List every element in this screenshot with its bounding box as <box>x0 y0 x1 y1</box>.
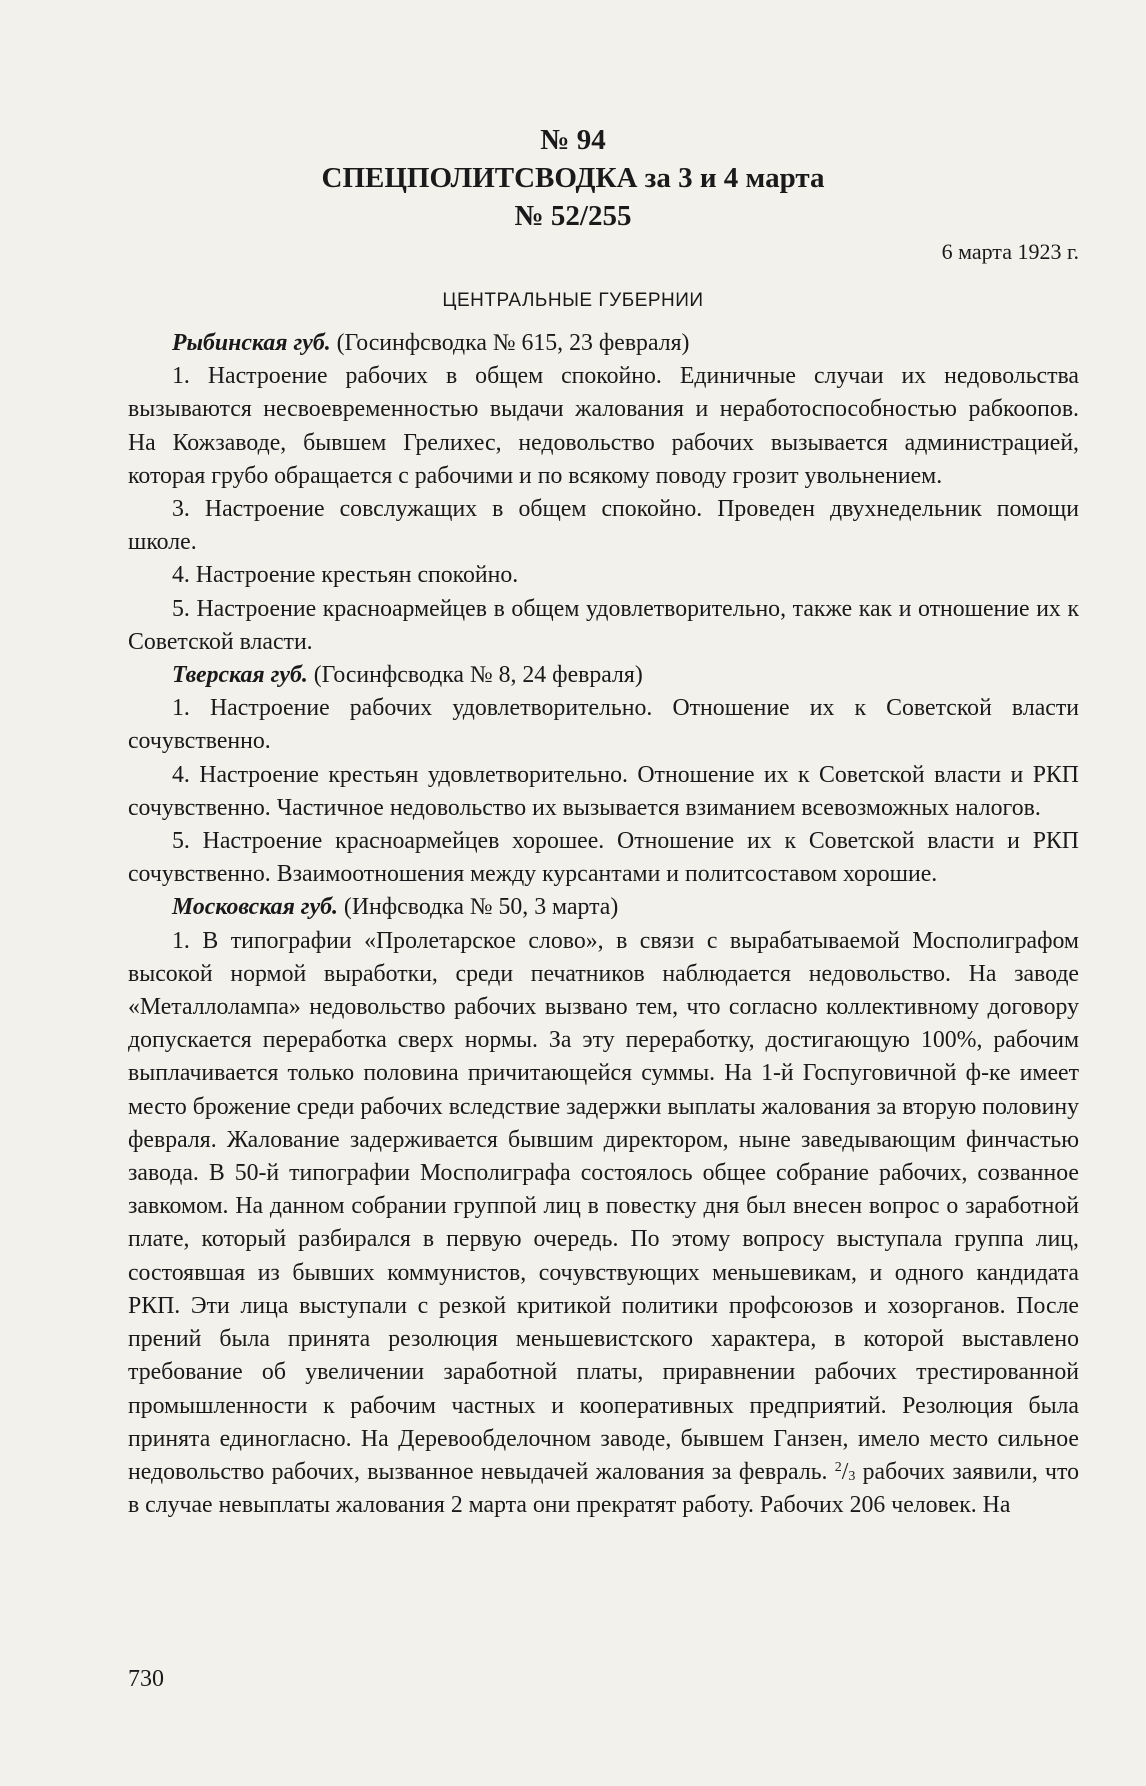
paragraph-text: 1. В типографии «Пролетарское слово», в связи с вырабатываемой Мосполиграфом высокой нормой выработки, среди печатников наблюдается недовольство. На заводе «Металлолампа» недовольство рабочих вызвано тем, что согласно коллективному договору допускается переработка сверх нормы. За эту переработку, достигающую 100%, рабочим выплачивается только половина причитающейся суммы. На 1-й Госпуговичной ф-ке имеет место брожение среди рабочих вследствие задержки выплаты жалования за вторую половину февраля. Жалование задерживается бывшим директором, ныне заведывающим финчастью завода. В 50-й типографии Мосполиграфа состоялось общее собрание рабочих, созванное завкомом. На данном собрании группой лиц в повестку дня был внесен вопрос о заработной плате, который разбирался в первую очередь. По этому вопросу выступала группа лиц, состоявшая из бывших коммунистов, сочувствующих меньшевикам, и одного кандидата РКП. Эти лица выступали с резкой критикой политики профсоюзов и хозорганов. После прений была принята резолюция меньшевистского характера, в которой выставлено требование об увеличении заработной платы, приравнении рабочих трестированной промышленности к рабочим частных и кооперативных предприятий. Резолюция была принята единогласно. На Деревообделочном заводе, бывшем Ганзен, имело место сильное недовольство рабочих, вызванное невыдачей жалования за февраль. <box>128 927 1079 1485</box>
page-number: 730 <box>128 1666 164 1692</box>
paragraph: 1. В типографии «Пролетарское слово», в связи с вырабатываемой Мосполиграфом высокой нормой выработки, среди печатников наблюдается недовольство. На заводе «Металлолампа» недовольство рабочих вызвано тем, что согласно коллективному договору допускается переработка сверх нормы. За эту переработку, достигающую 100%, рабочим выплачивается только половина причитающейся суммы. На 1-й Госпуговичной ф-ке имеет место брожение среди рабочих вследствие задержки выплаты жалования за вторую половину февраля. Жалование задерживается бывшим директором, ныне заведывающим финчастью завода. В 50-й типографии Мосполиграфа состоялось общее собрание рабочих, созванное завкомом. На данном собрании группой лиц в повестку дня был внесен вопрос о заработной плате, который разбирался в первую очередь. По этому вопросу выступала группа лиц, состоявшая из бывших коммунистов, сочувствующих меньшевикам, и одного кандидата РКП. Эти лица выступали с резкой критикой политики профсоюзов и хозорганов. После прений была принята резолюция меньшевистского характера, в которой выставлено требование об увеличении заработной платы, приравнении рабочих трестированной промышленности к рабочим частных и кооперативных предприятий. Резолюция была принята единогласно. На Деревообделочном заводе, бывшем Ганзен, имело место сильное недовольство рабочих, вызванное невыдачей жалования за февраль. $^2/_3$ рабочих заявили, что в случае невыплаты жалования 2 марта они прекратят работу. Рабочих 206 человек. На <box>128 927 1079 1519</box>
region-header: ЦЕНТРАЛЬНЫЕ ГУБЕРНИИ <box>442 290 704 311</box>
document-body <box>128 327 1079 1522</box>
region-source: (Госинфсводка № 8, 24 февраля) <box>307 662 643 689</box>
region-source: (Госинфсводка № 615, 23 февраля) <box>330 330 690 356</box>
region-source: (Инфсводка № 50, 3 марта) <box>337 894 619 921</box>
paragraph: 5. Настроение красноармейцев в общем удовлетворительно, также как и отношение их к Советской власти. <box>128 595 1079 655</box>
paragraph: 1. Настроение рабочих в общем спокойно. Единичные случаи их недовольства вызываются несвоевременностью выдачи жалования и неработоспособностью рабкоопов. На Кожзаводе, бывшем Грелихес, недовольство рабочих вызывается администрацией, которая грубо обращается с рабочими и по всякому поводу грозит увольнением. <box>128 363 1079 489</box>
region-name: Рыбинская губ. <box>172 330 331 356</box>
paragraph: 5. Настроение красноармейцев хорошее. Отношение их к Советской власти и РКП сочувственно. Взаимоотношения между курсантами и политсоставом хорошие. <box>128 828 1079 888</box>
section-heading-rybinsk <box>128 327 1079 360</box>
document-date: 6 марта 1923 г. <box>941 239 1079 264</box>
document-code: № 52/255 <box>514 200 632 232</box>
paragraph-text: рабочих заявили, что в случае невыплаты жалования 2 марта они прекратят работу. Рабочих 206 человек. На <box>128 1458 1079 1519</box>
paragraph: 4. Настроение крестьян спокойно. <box>172 562 519 589</box>
region-name: Тверская губ. <box>172 662 308 689</box>
section-heading-moscow <box>128 891 1079 924</box>
fraction-denominator: 3 <box>848 1468 856 1484</box>
document-title: СПЕЦПОЛИТСВОДКА за 3 и 4 марта <box>321 162 825 194</box>
region-name: Московская губ. <box>172 894 338 921</box>
fraction-numerator: 2 <box>834 1459 842 1475</box>
paragraph: 1. Настроение рабочих удовлетворительно. Отношение их к Советской власти сочувственно. <box>128 695 1079 755</box>
paragraph: 3. Настроение совслужащих в общем спокойно. Проведен двухнедельник помощи школе. <box>128 496 1079 556</box>
document-number: № 94 <box>540 124 606 156</box>
paragraph: 4. Настроение крестьян удовлетворительно. Отношение их к Советской власти и РКП сочувственно. Частичное недовольство их вызывается взиманием всевозможных налогов. <box>128 761 1079 821</box>
section-heading-tver <box>128 659 1079 692</box>
